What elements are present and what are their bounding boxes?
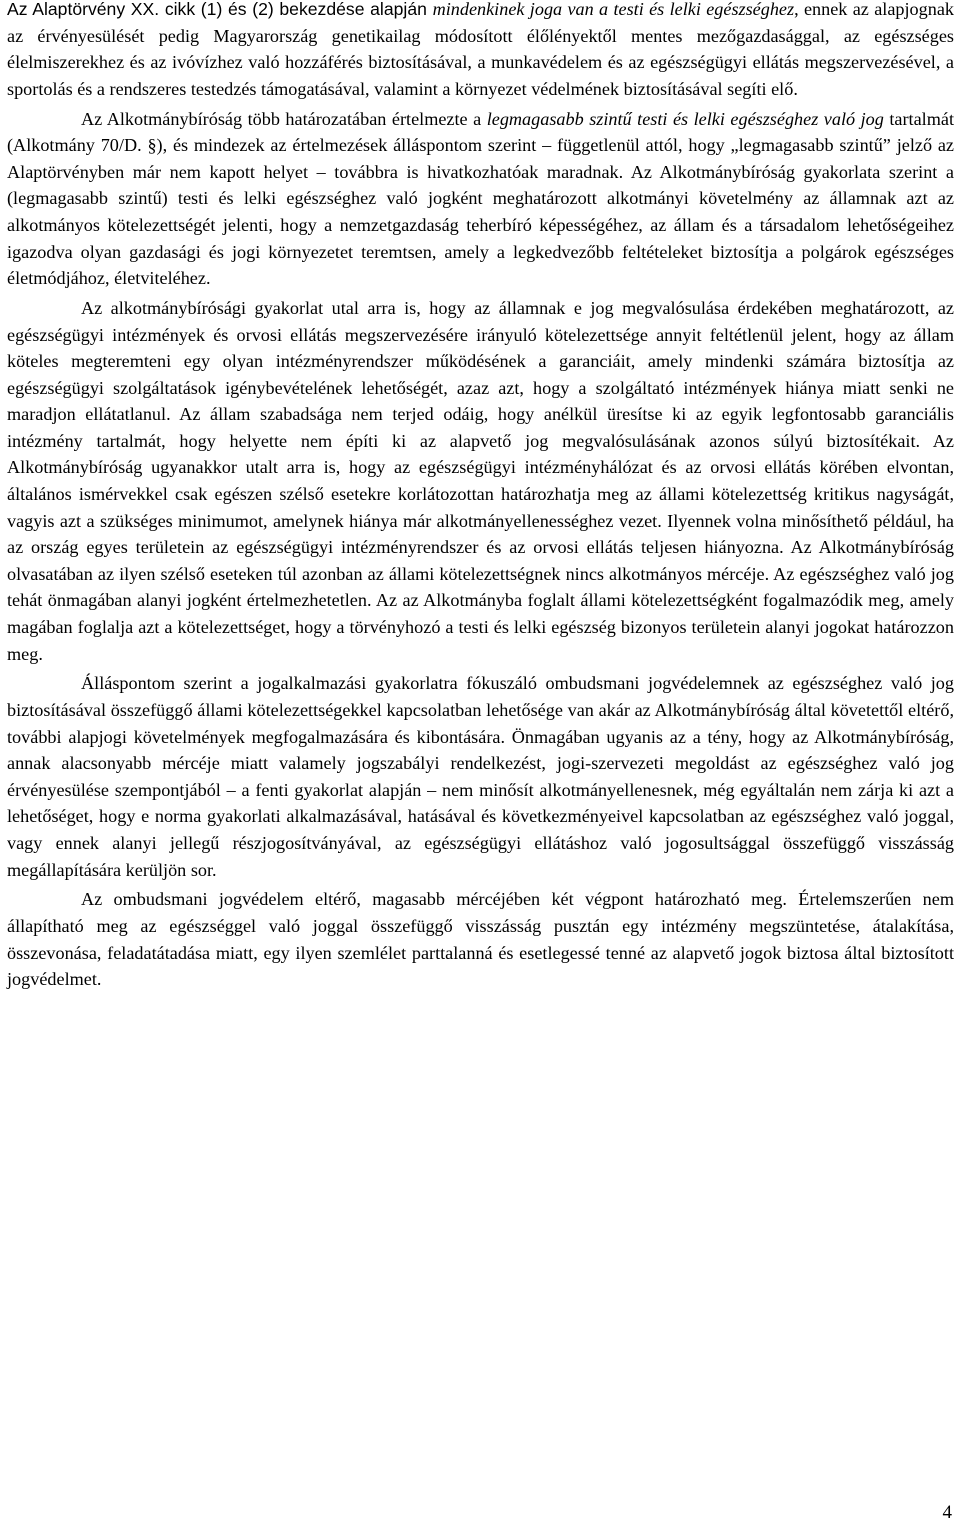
paragraph-4-segment-1: Álláspontom szerint a jogalkalmazási gyakorlatra fókuszáló ombudsmani jogvédelemnek az egészséghez való jog biztosításával összefüggő állami kötelezettségekkel kapcsolatban lehetősége van akár az Alkotmánybíróság által követettől eltérő, további alapjogi követelmények megfogalmazására és kibontására. Önmagában ugyanis az a tény, hogy az Alkotmánybíróság, annak alacsonyabb mércéje miatt valamely jogszabályi rendelkezést, jogi-szervezeti megoldást az egészséghez való jog érvényesülése szempontjából – a fenti gyakorlat alapján – nem minősít alkotmányellenesnek, még egyáltalán nem zárja ki azt a lehetőséget, hogy e norma gyakorlati alkalmazásával, hatásával és következményeivel kapcsolatban az egészséghez való joggal, vagy ennek alanyi jellegű részjogosítványával, az egészségügyi ellátáshoz való jogosultsággal összefüggő visszásság megállapítására kerüljön sor. — [7, 673, 954, 880]
paragraph-2-segment-3: tartalmát (Alkotmány 70/D. §), és mindezek az értelmezések álláspontom szerint – függetlenül attól, hogy „legmagasabb szintű” jelző az Alaptörvényben már nem kapott helyet – továbbra is hivatkozhatóak maradnak. Az Alkotmánybíróság gyakorlata szerint a (legmagasabb szintű) testi és lelki egészséghez való jogként meghatározott alkotmányi követelmény az államnak azt az alkotmányos kötelezettségét jelenti, hogy a nemzetgazdaság teherbíró képességéhez, az állam és a társadalom lehetőségeihez igazodva olyan gazdasági és jogi környezetet teremtsen, amely a legkedvezőbb feltételeket biztosítja a polgárok egészséges életmódjához, életviteléhez. — [7, 108, 954, 289]
paragraph-5-segment-1: Az ombudsmani jogvédelem eltérő, magasabb mércéjében két végpont határozható meg. Értelemszerűen nem állapítható meg az egészséggel való joggal összefüggő visszásság pusztán egy intézmény megszüntetése, átalakítása, összevonása, feladatátadása miatt, egy ilyen szemlélet parttalanná és esetlegessé tenné az alapvető jogok biztosa által biztosított jogvédelmet. — [7, 889, 954, 990]
paragraph-5 — [7, 886, 954, 992]
document-body — [7, 0, 954, 996]
paragraph-2 — [7, 106, 954, 292]
paragraph-1-segment-1: Az Alaptörvény XX. cikk (1) és (2) bekezdése alapján — [7, 0, 433, 19]
paragraph-2-segment-2: legmagasabb szintű testi és lelki egészséghez való jog — [486, 108, 884, 129]
paragraph-2-segment-1: Az Alkotmánybíróság több határozatában értelmezte a — [81, 108, 487, 129]
paragraph-3-segment-1: Az alkotmánybírósági gyakorlat utal arra is, hogy az államnak e jog megvalósulása érdekében meghatározott, az egészségügyi intézmények és orvosi ellátás megszervezésére irányuló kötelezettsége annyit feltétlenül jelent, hogy az állam köteles megteremteni egy olyan intézményrendszer működésének a garanciáit, amely mindenki számára biztosítja az egészségügyi szolgáltatások igénybevételének lehetőségét, azaz azt, hogy a szolgáltató intézmények hiánya miatt senki ne maradjon ellátatlanul. Az állam szabadsága nem terjed odáig, hogy anélkül üresítse ki az egyik legfontosabb garanciális intézmény tartalmát, hogy helyette nem építi ki az alapvető jog megvalósulásának azonos súlyú biztosítékait. Az Alkotmánybíróság ugyanakkor utalt arra is, hogy az egészségügyi intézményhálózat és az orvosi ellátás körében elvontan, általános ismérvekkel csak egészen szélső esetekre korlátozottan határozhatja meg az állami kötelezettség kritikus nagyságát, vagyis azt a szükséges minimumot, amelynek hiánya már alkotmányellenességhez vezet. Ilyennek volna minősíthető például, ha az ország egyes területein az egészségügyi intézményrendszer és az orvosi ellátás teljesen hiányozna. Az Alkotmánybíróság olvasatában az ilyen szélső eseteken túl azonban az állami kötelezettségnek nincs alkotmányos mércéje. Az egészséghez való jog tehát önmagában alanyi jogként értelmezhetetlen. Az az Alkotmányba foglalt állami kötelezettségként fogalmazódik meg, amely magában foglalja azt a kötelezettséget, hogy a törvényhozó a testi és lelki egészség bizonyos területein alanyi jogokat határozzon meg. — [7, 297, 954, 664]
paragraph-1-segment-2: mindenkinek joga van a testi és lelki egészséghez — [432, 0, 795, 19]
paragraph-1-segment-3: , ennek az alapjognak az érvényesülését pedig Magyarország genetikailag módosított élőlényektől mentes mezőgazdasággal, az egészséges élelmiszerekhez és az ivóvízhez való hozzáférés biztosításával, a munkavédelem és az egészségügyi ellátás megszervezésével, a sportolás és a rendszeres testedzés támogatásával, valamint a környezet védelmének biztosításával segíti elő. — [7, 0, 954, 99]
paragraph-4 — [7, 670, 954, 883]
paragraph-1 — [7, 0, 954, 102]
paragraph-3 — [7, 295, 954, 667]
page-number: 4 — [942, 1502, 952, 1523]
